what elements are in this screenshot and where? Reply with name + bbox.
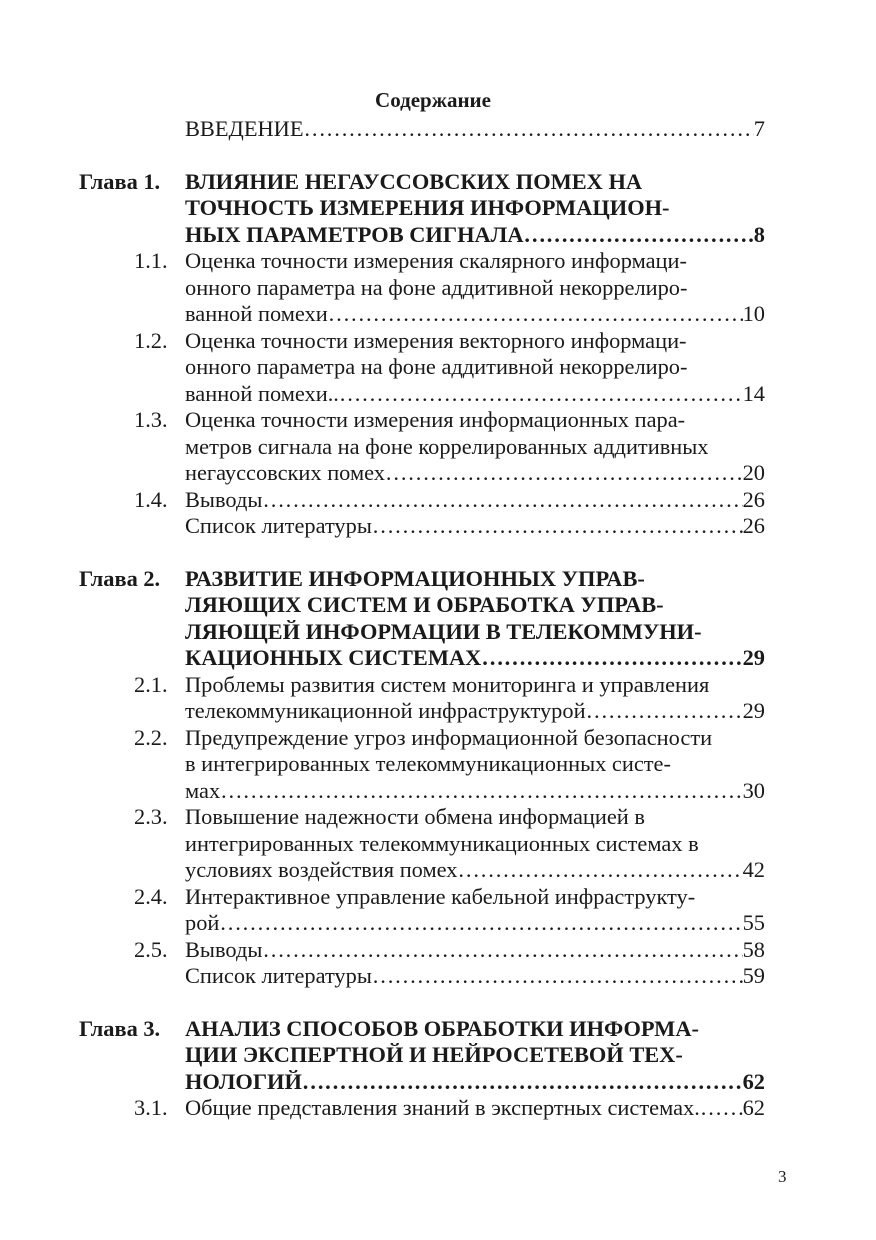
toc-page-number: 59 <box>742 963 765 988</box>
toc-page-number: 20 <box>742 460 765 485</box>
toc-entry-line <box>185 804 765 831</box>
toc-page-number: 62 <box>742 1095 765 1120</box>
toc-entry-text: рой <box>185 910 220 935</box>
toc-entry-line <box>185 725 765 752</box>
toc-entry-text: условиях воздействия помех <box>185 857 458 882</box>
toc-entry-text: ТОЧНОСТЬ ИЗМЕРЕНИЯ ИНФОРМАЦИОН- <box>185 195 670 220</box>
toc-entry-line <box>185 301 765 328</box>
toc-chapter-entry <box>79 566 765 672</box>
toc-page-number: 10 <box>742 301 765 326</box>
toc-entry-text: ЛЯЮЩИХ СИСТЕМ И ОБРАБОТКА УПРАВ- <box>185 592 664 617</box>
toc-entry <box>79 487 765 514</box>
toc-entry-text: ЦИИ ЭКСПЕРТНОЙ И НЕЙРОСЕТЕВОЙ ТЕХ- <box>185 1042 683 1067</box>
toc-page-number: 29 <box>742 698 765 723</box>
toc-entry-line <box>185 1095 765 1122</box>
dot-leader <box>457 857 742 884</box>
toc-entry <box>79 116 765 143</box>
section-number: 3.1. <box>134 1095 168 1120</box>
section-number: 2.1. <box>134 671 168 697</box>
toc-entry-line <box>185 857 765 884</box>
toc-entry <box>79 963 765 990</box>
dot-leader <box>700 1095 743 1122</box>
toc-entry-text: Оценка точности измерения скалярного информаци- <box>185 248 687 273</box>
toc-entry-text: НЫХ ПАРАМЕТРОВ СИГНАЛА <box>185 221 524 247</box>
toc-entry-line <box>185 672 765 699</box>
toc-entry-text: ванной помехи <box>185 301 328 326</box>
toc-entry <box>79 1095 765 1122</box>
dot-leader <box>262 487 742 514</box>
toc-entry <box>79 513 765 540</box>
toc-entry-text: РАЗВИТИЕ ИНФОРМАЦИОННЫХ УПРАВ- <box>185 565 645 591</box>
dot-leader <box>586 698 743 725</box>
dot-leader <box>304 116 754 143</box>
toc-entry-text: ВВЕДЕНИЕ <box>185 116 304 141</box>
toc-page-number: 7 <box>753 116 765 141</box>
dot-leader <box>339 381 743 408</box>
section-number: 2.5. <box>134 936 168 962</box>
toc-page-number: 30 <box>742 777 765 803</box>
toc-entry-text: мах <box>185 777 221 803</box>
dot-leader <box>302 1069 743 1096</box>
toc-entry-line <box>185 963 765 990</box>
toc-entry-line <box>185 248 765 275</box>
toc-entry-line <box>185 698 765 725</box>
section-number: 1.3. <box>134 407 168 432</box>
toc-page-number: 26 <box>742 513 765 538</box>
section-number: 2.4. <box>134 883 168 909</box>
toc-entry-text: онного параметра на фоне аддитивной некоррелиро- <box>185 274 688 300</box>
toc-entry-text: Список литературы <box>185 513 372 538</box>
toc-entry-text: Список литературы <box>185 963 372 988</box>
toc-page-number: 26 <box>742 486 765 512</box>
dot-leader <box>219 910 742 937</box>
toc-entry-line <box>185 354 765 381</box>
toc-entry-line <box>185 751 765 778</box>
toc-entry <box>79 725 765 805</box>
toc-entry <box>79 328 765 408</box>
toc-entry-text: онного параметра на фоне аддитивной некоррелиро- <box>185 354 688 379</box>
toc-entry-line <box>185 328 765 355</box>
toc-title: Содержание <box>375 88 491 112</box>
toc-page-number: 42 <box>742 857 765 882</box>
toc-entry-line <box>185 1042 765 1069</box>
dot-leader <box>220 778 742 805</box>
toc-entry <box>79 804 765 884</box>
toc-entry <box>79 672 765 725</box>
toc-entry-text: Выводы <box>185 936 263 962</box>
toc-entry <box>79 884 765 937</box>
toc-entry-line <box>185 195 765 222</box>
toc-entry-text: телекоммуникационной инфраструктурой <box>185 698 586 723</box>
toc-entry-line <box>185 645 765 672</box>
toc-entry-line <box>185 275 765 302</box>
toc-entry-text: Повышение надежности обмена информацией в <box>185 804 645 829</box>
toc-entry-line <box>185 222 765 249</box>
toc-page-number: 62 <box>742 1068 765 1094</box>
toc-entry-line <box>185 778 765 805</box>
toc-page-number: 14 <box>742 380 765 406</box>
chapter-number: Глава 2. <box>79 565 161 591</box>
table-of-contents <box>79 116 765 1122</box>
dot-leader <box>385 460 743 487</box>
section-number: 1.2. <box>134 327 168 353</box>
chapter-number: Глава 1. <box>79 168 161 194</box>
toc-entry-text: Предупреждение угроз информационной безопасности <box>185 724 713 750</box>
toc-entry-text: Оценка точности измерения векторного информаци- <box>185 327 687 353</box>
toc-entry-line <box>185 910 765 937</box>
chapter-number: Глава 3. <box>79 1015 161 1041</box>
toc-entry-line <box>185 460 765 487</box>
section-number: 1.1. <box>134 248 168 273</box>
toc-entry-text: Общие представления знаний в экспертных системах. <box>185 1095 700 1120</box>
toc-entry-text: НОЛОГИЙ <box>185 1068 302 1094</box>
toc-page-number: 8 <box>753 221 765 247</box>
dot-leader <box>372 963 743 990</box>
toc-entry-text: негауссовских помех <box>185 460 385 485</box>
toc-page-number: 58 <box>742 936 765 962</box>
toc-entry-line <box>185 381 765 408</box>
toc-entry-line <box>185 884 765 911</box>
toc-entry-text: ЛЯЮЩЕЙ ИНФОРМАЦИИ В ТЕЛЕКОММУНИ- <box>185 618 702 644</box>
toc-entry-line <box>185 116 765 143</box>
dot-leader <box>328 301 743 328</box>
dot-leader <box>372 513 743 540</box>
toc-entry-line <box>185 169 765 196</box>
toc-entry-line <box>185 619 765 646</box>
toc-entry-line <box>185 1069 765 1096</box>
section-number: 2.2. <box>134 724 168 750</box>
toc-chapter-entry <box>79 169 765 249</box>
toc-entry-line <box>185 566 765 593</box>
toc-entry-line <box>185 831 765 858</box>
toc-page-number: 29 <box>742 645 765 670</box>
toc-entry-text: Оценка точности измерения информационных пара- <box>185 407 686 432</box>
toc-entry-text: Выводы <box>185 486 263 512</box>
toc-entry-text: Интерактивное управление кабельной инфраструкту- <box>185 883 696 909</box>
toc-entry-line <box>185 1016 765 1043</box>
dot-leader <box>262 937 742 964</box>
page-number: 3 <box>778 1167 787 1186</box>
toc-entry-text: в интегрированных телекоммуникационных систе- <box>185 751 671 776</box>
toc-entry-line <box>185 407 765 434</box>
toc-entry-text: АНАЛИЗ СПОСОБОВ ОБРАБОТКИ ИНФОРМА- <box>185 1015 699 1041</box>
section-number: 1.4. <box>134 486 168 512</box>
toc-entry-line <box>185 937 765 964</box>
section-number: 2.3. <box>134 804 168 829</box>
toc-entry-text: интегрированных телекоммуникационных системах в <box>185 830 699 856</box>
toc-entry-line <box>185 513 765 540</box>
toc-entry-line <box>185 487 765 514</box>
toc-entry <box>79 248 765 328</box>
toc-page-number: 55 <box>742 910 765 935</box>
toc-entry-line <box>185 592 765 619</box>
dot-leader <box>524 222 754 249</box>
toc-entry-text: метров сигнала на фоне коррелированных аддитивных <box>185 433 709 459</box>
toc-entry-text: ванной помехи.. <box>185 380 339 406</box>
dot-leader <box>481 645 742 672</box>
toc-entry-line <box>185 434 765 461</box>
toc-entry-text: ВЛИЯНИЕ НЕГАУССОВСКИХ ПОМЕХ НА <box>185 168 643 194</box>
toc-entry-text: КАЦИОННЫХ СИСТЕМАХ <box>185 645 482 670</box>
toc-chapter-entry <box>79 1016 765 1096</box>
toc-entry-text: Проблемы развития систем мониторинга и управления <box>185 671 710 697</box>
toc-entry <box>79 407 765 487</box>
toc-entry <box>79 937 765 964</box>
